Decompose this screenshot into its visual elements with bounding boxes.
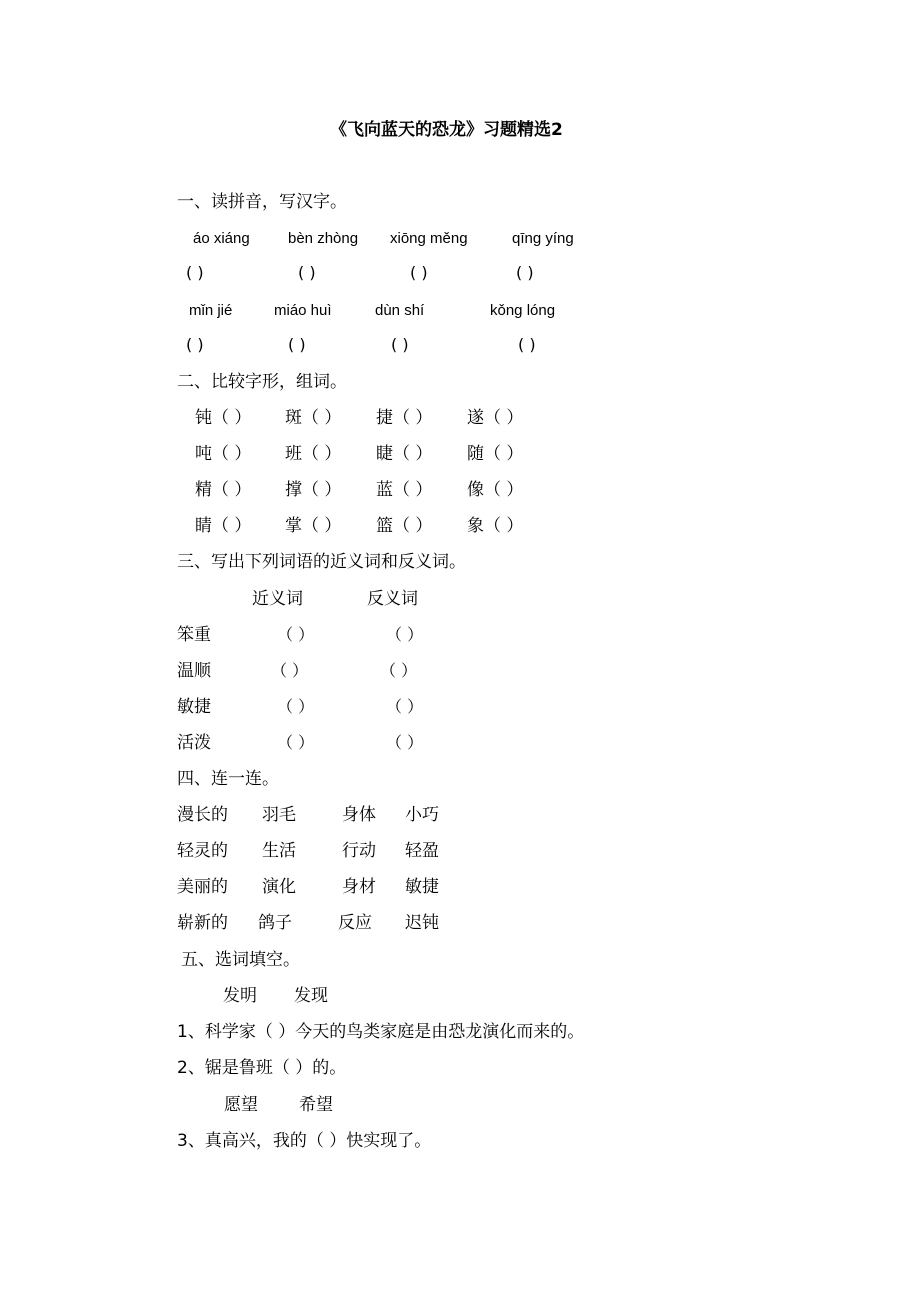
pinyin-item: bèn zhònɡ — [288, 230, 359, 247]
antonym-blank[interactable]: （ ） — [380, 661, 418, 680]
antonym-blank[interactable]: （ ） — [386, 697, 424, 716]
synonym-blank[interactable]: （ ） — [277, 625, 315, 644]
synonym-blank[interactable]: （ ） — [271, 661, 309, 680]
compare-item[interactable]: 篮（ ） — [376, 516, 433, 536]
pinyin-item: xiōnɡ měnɡ — [390, 230, 468, 247]
match-word[interactable]: 羽毛 — [262, 805, 296, 825]
compare-item[interactable]: 蓝（ ） — [376, 480, 433, 500]
compare-item[interactable]: 睛（ ） — [195, 516, 252, 536]
synonym-blank[interactable]: （ ） — [277, 733, 315, 752]
match-word[interactable]: 身体 — [342, 805, 376, 825]
match-word[interactable]: 崭新的 — [177, 913, 228, 933]
match-word[interactable]: 漫长的 — [177, 805, 228, 825]
answer-blank[interactable]: ( ) — [391, 335, 409, 354]
compare-item[interactable]: 斑（ ） — [285, 408, 342, 428]
match-word[interactable]: 鸽子 — [258, 913, 292, 933]
word-label: 温顺 — [177, 661, 211, 681]
answer-blank[interactable]: ( ) — [518, 335, 536, 354]
match-word[interactable]: 反应 — [338, 913, 372, 933]
section3-heading: 三、写出下列词语的近义词和反义词。 — [177, 552, 466, 572]
compare-item[interactable]: 象（ ） — [467, 516, 524, 536]
section4-heading: 四、连一连。 — [177, 769, 279, 789]
word-label: 活泼 — [177, 733, 211, 753]
word-choice: 发现 — [294, 986, 328, 1006]
pinyin-item: miáo huì — [274, 302, 332, 319]
pinyin-item: dùn shí — [375, 302, 425, 319]
antonym-column-label: 反义词 — [367, 589, 418, 609]
compare-item[interactable]: 掌（ ） — [285, 516, 342, 536]
match-word[interactable]: 行动 — [342, 841, 376, 861]
match-word[interactable]: 生活 — [262, 841, 296, 861]
match-word[interactable]: 轻盈 — [405, 841, 439, 861]
match-word[interactable]: 美丽的 — [177, 877, 228, 897]
section1-heading: 一、读拼音，写汉字。 — [177, 192, 347, 212]
section2-heading: 二、比较字形，组词。 — [177, 372, 347, 392]
match-word[interactable]: 迟钝 — [405, 913, 439, 933]
fill-question[interactable]: 1、科学家（ ）今天的鸟类家庭是由恐龙演化而来的。 — [177, 1022, 585, 1042]
compare-item[interactable]: 捷（ ） — [376, 408, 433, 428]
antonym-blank[interactable]: （ ） — [386, 625, 424, 644]
antonym-blank[interactable]: （ ） — [386, 733, 424, 752]
fill-question[interactable]: 3、真高兴，我的（ ）快实现了。 — [177, 1131, 432, 1151]
compare-item[interactable]: 睫（ ） — [376, 444, 433, 464]
answer-blank[interactable]: ( ) — [288, 335, 306, 354]
page-title: 《飞向蓝天的恐龙》习题精选2 — [330, 120, 563, 140]
match-word[interactable]: 轻灵的 — [177, 841, 228, 861]
compare-item[interactable]: 班（ ） — [285, 444, 342, 464]
word-choice: 发明 — [223, 986, 257, 1006]
answer-blank[interactable]: ( ) — [516, 263, 534, 282]
synonym-blank[interactable]: （ ） — [277, 697, 315, 716]
match-word[interactable]: 敏捷 — [405, 877, 439, 897]
pinyin-item: mǐn jié — [189, 302, 233, 319]
match-word[interactable]: 小巧 — [405, 805, 439, 825]
compare-item[interactable]: 遂（ ） — [467, 408, 524, 428]
answer-blank[interactable]: ( ) — [186, 263, 204, 282]
match-word[interactable]: 演化 — [262, 877, 296, 897]
compare-item[interactable]: 精（ ） — [195, 480, 252, 500]
synonym-column-label: 近义词 — [252, 589, 303, 609]
answer-blank[interactable]: ( ) — [410, 263, 428, 282]
word-choice: 愿望 — [224, 1095, 258, 1115]
word-label: 敏捷 — [177, 697, 211, 717]
compare-item[interactable]: 随（ ） — [467, 444, 524, 464]
answer-blank[interactable]: ( ) — [298, 263, 316, 282]
pinyin-item: kǒnɡ lónɡ — [490, 302, 556, 319]
fill-question[interactable]: 2、锯是鲁班（ ）的。 — [177, 1058, 347, 1078]
answer-blank[interactable]: ( ) — [186, 335, 204, 354]
pinyin-item: qīnɡ yínɡ — [512, 230, 574, 247]
compare-item[interactable]: 钝（ ） — [195, 408, 252, 428]
match-word[interactable]: 身材 — [342, 877, 376, 897]
section5-heading: 五、选词填空。 — [181, 950, 300, 970]
word-label: 笨重 — [177, 625, 211, 645]
compare-item[interactable]: 吨（ ） — [195, 444, 252, 464]
compare-item[interactable]: 撑（ ） — [285, 480, 342, 500]
pinyin-item: áo xiánɡ — [193, 230, 250, 247]
compare-item[interactable]: 像（ ） — [467, 480, 524, 500]
word-choice: 希望 — [299, 1095, 333, 1115]
